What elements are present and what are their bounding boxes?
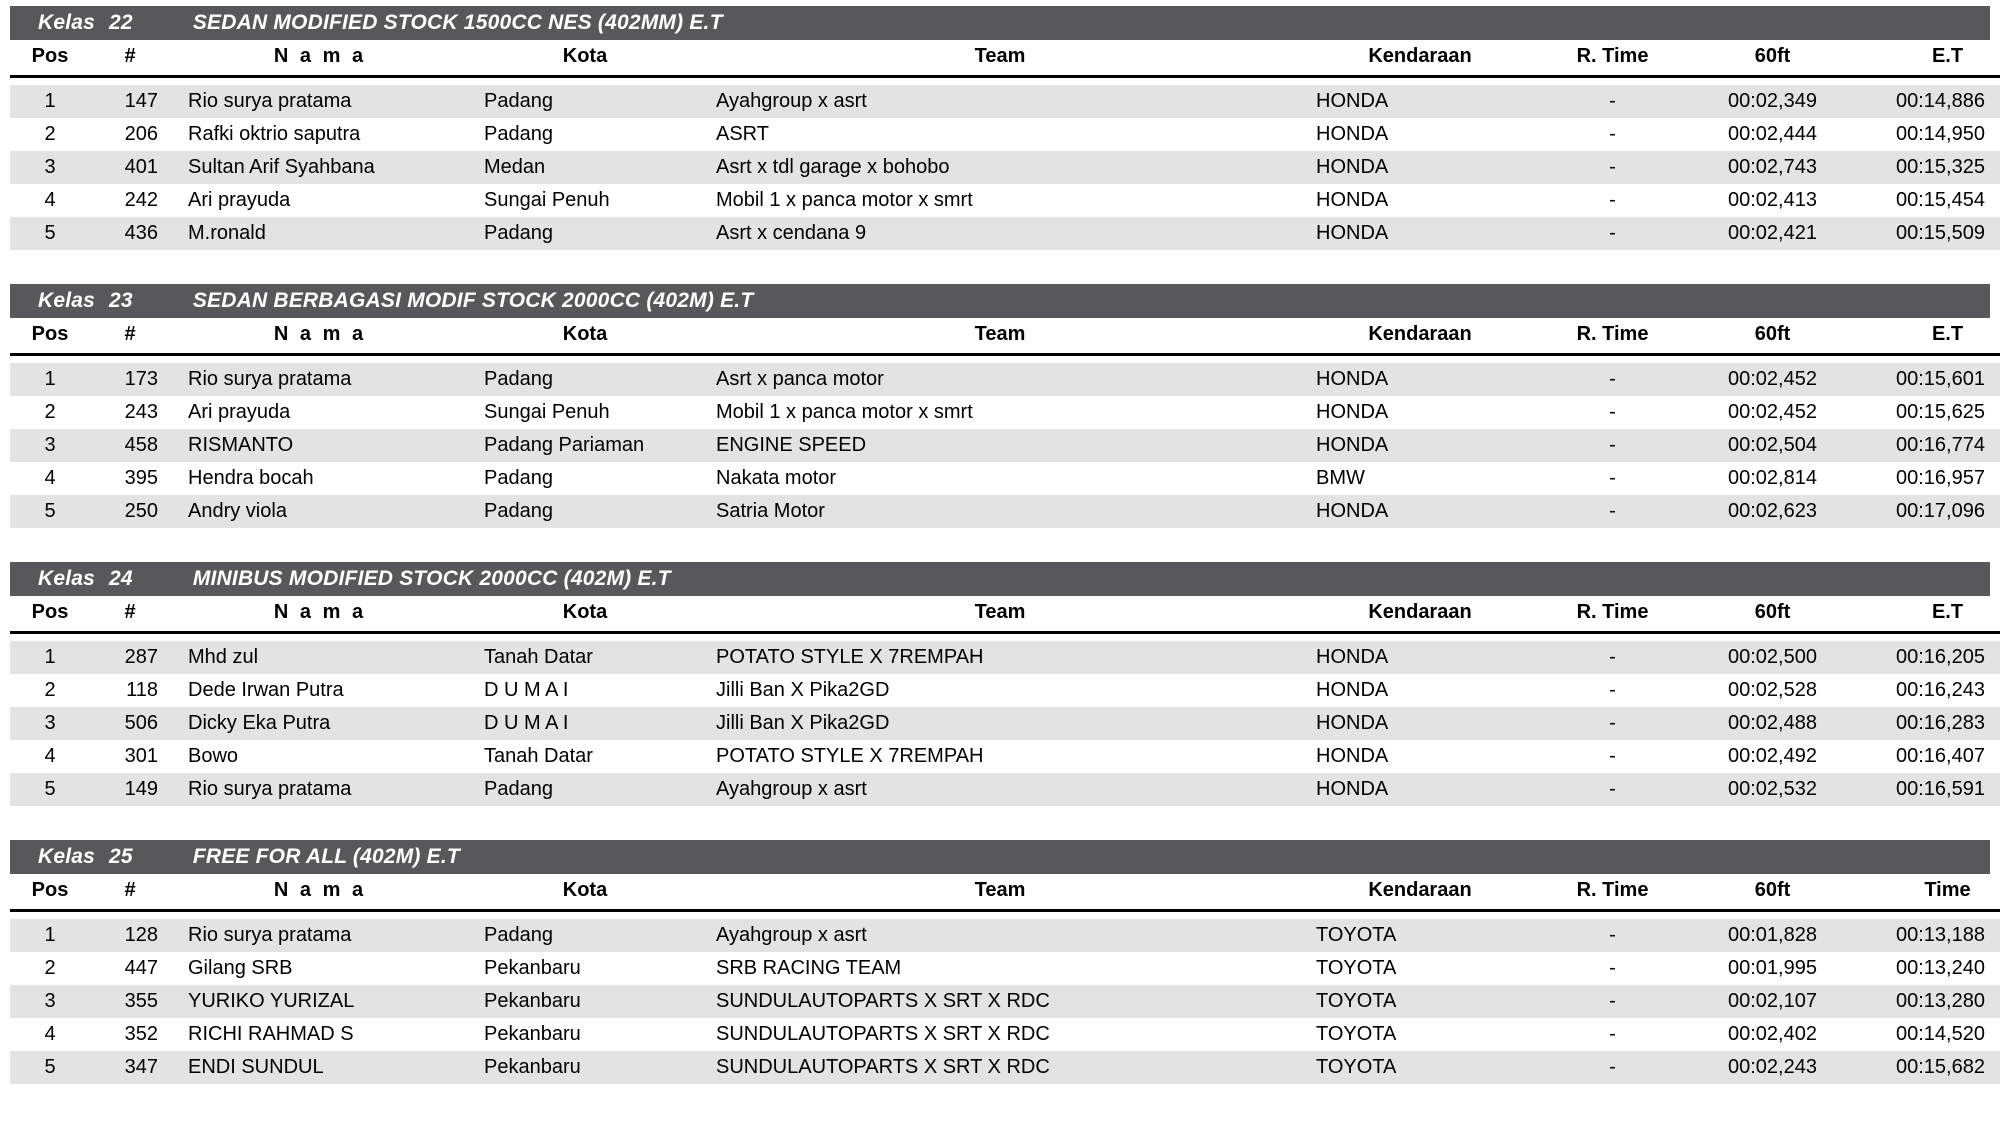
cell-60ft: 00:02,623 [1685,495,1860,528]
cell-rtime: - [1540,495,1685,528]
cell-60ft: 00:02,532 [1685,773,1860,806]
cell-city: Padang [470,363,700,396]
cell-number: 250 [90,495,170,528]
cell-vehicle: HONDA [1300,429,1540,462]
cell-60ft: 00:02,413 [1685,184,1860,217]
class-number: 25 [109,845,133,868]
column-header-number: # [90,40,170,77]
cell-rtime: - [1540,217,1685,250]
cell-city: Pekanbaru [470,1018,700,1051]
cell-number: 458 [90,429,170,462]
cell-pos: 1 [10,919,90,952]
cell-rtime: - [1540,85,1685,118]
cell-vehicle: HONDA [1300,184,1540,217]
table-row [10,495,2000,528]
cell-pos: 1 [10,363,90,396]
cell-name: Sultan Arif Syahbana [170,151,470,184]
cell-60ft: 00:02,421 [1685,217,1860,250]
cell-60ft: 00:02,444 [1685,118,1860,151]
cell-vehicle: TOYOTA [1300,1018,1540,1051]
column-header-city: Kota [470,318,700,355]
cell-pos: 4 [10,184,90,217]
cell-number: 395 [90,462,170,495]
cell-pos: 2 [10,118,90,151]
cell-team: Asrt x tdl garage x bohobo [700,151,1300,184]
table-spacer-cell [10,355,2000,364]
cell-number: 128 [90,919,170,952]
cell-pos: 3 [10,429,90,462]
cell-team: Mobil 1 x panca motor x smrt [700,396,1300,429]
cell-city: Pekanbaru [470,952,700,985]
table-header-row [10,596,2000,633]
column-header-60ft: 60ft [1685,40,1860,77]
cell-rtime: - [1540,985,1685,1018]
column-header-city: Kota [470,874,700,911]
column-header-et: Time [1860,874,2000,911]
cell-vehicle: TOYOTA [1300,952,1540,985]
class-label: Kelas [38,845,96,868]
cell-number: 242 [90,184,170,217]
table-spacer-cell [10,77,2000,86]
cell-name: Ari prayuda [170,396,470,429]
table-row [10,641,2000,674]
class-block [10,840,1990,1084]
cell-60ft: 00:02,107 [1685,985,1860,1018]
cell-vehicle: TOYOTA [1300,1051,1540,1084]
cell-number: 118 [90,674,170,707]
table-row [10,85,2000,118]
cell-city: Sungai Penuh [470,396,700,429]
column-header-rtime: R. Time [1540,874,1685,911]
cell-pos: 2 [10,674,90,707]
cell-number: 147 [90,85,170,118]
cell-60ft: 00:02,488 [1685,707,1860,740]
class-title: FREE FOR ALL (402M) E.T [192,845,460,868]
column-header-vehicle: Kendaraan [1300,874,1540,911]
table-header-row [10,40,2000,77]
column-header-team: Team [700,318,1300,355]
cell-city: Sungai Penuh [470,184,700,217]
cell-rtime: - [1540,462,1685,495]
table-spacer [10,355,2000,364]
column-header-60ft: 60ft [1685,318,1860,355]
cell-name: M.ronald [170,217,470,250]
cell-60ft: 00:02,528 [1685,674,1860,707]
table-spacer [10,911,2000,920]
cell-rtime: - [1540,1018,1685,1051]
table-spacer [10,633,2000,642]
cell-number: 355 [90,985,170,1018]
cell-60ft: 00:01,995 [1685,952,1860,985]
cell-et: 00:15,325 [1860,151,2000,184]
table-spacer-cell [10,911,2000,920]
cell-pos: 1 [10,85,90,118]
class-label: Kelas [38,289,96,312]
cell-vehicle: HONDA [1300,396,1540,429]
cell-city: Pekanbaru [470,985,700,1018]
cell-city: D U M A I [470,707,700,740]
cell-name: Hendra bocah [170,462,470,495]
class-number: 22 [109,11,133,34]
class-title: SEDAN MODIFIED STOCK 1500CC NES (402MM) E.T [192,11,723,34]
column-header-et: E.T [1860,318,2000,355]
column-header-team: Team [700,596,1300,633]
cell-pos: 5 [10,773,90,806]
cell-vehicle: HONDA [1300,495,1540,528]
column-header-rtime: R. Time [1540,318,1685,355]
cell-team: Jilli Ban X Pika2GD [700,707,1300,740]
class-header [10,840,1990,874]
cell-team: POTATO STYLE X 7REMPAH [700,641,1300,674]
results-table [10,40,2000,250]
cell-name: YURIKO YURIZAL [170,985,470,1018]
cell-city: Tanah Datar [470,740,700,773]
cell-pos: 4 [10,740,90,773]
class-block [10,284,1990,528]
cell-rtime: - [1540,118,1685,151]
cell-pos: 5 [10,217,90,250]
class-header [10,6,1990,40]
table-row [10,184,2000,217]
cell-number: 506 [90,707,170,740]
class-block [10,562,1990,806]
cell-vehicle: BMW [1300,462,1540,495]
results-table [10,596,2000,806]
cell-team: SRB RACING TEAM [700,952,1300,985]
cell-et: 00:17,096 [1860,495,2000,528]
cell-vehicle: HONDA [1300,363,1540,396]
cell-et: 00:15,682 [1860,1051,2000,1084]
cell-rtime: - [1540,674,1685,707]
cell-name: Rio surya pratama [170,363,470,396]
results-table [10,318,2000,528]
cell-vehicle: HONDA [1300,118,1540,151]
class-title: SEDAN BERBAGASI MODIF STOCK 2000CC (402M) E.T [192,289,754,312]
cell-team: POTATO STYLE X 7REMPAH [700,740,1300,773]
cell-name: RICHI RAHMAD S [170,1018,470,1051]
cell-city: Padang [470,118,700,151]
column-header-pos: Pos [10,874,90,911]
column-header-pos: Pos [10,40,90,77]
column-header-pos: Pos [10,596,90,633]
cell-city: Tanah Datar [470,641,700,674]
cell-name: Mhd zul [170,641,470,674]
cell-number: 149 [90,773,170,806]
column-header-60ft: 60ft [1685,596,1860,633]
cell-number: 347 [90,1051,170,1084]
class-number: 23 [109,289,133,312]
column-header-number: # [90,318,170,355]
cell-name: Gilang SRB [170,952,470,985]
cell-et: 00:14,886 [1860,85,2000,118]
cell-et: 00:13,240 [1860,952,2000,985]
cell-vehicle: TOYOTA [1300,985,1540,1018]
table-spacer [10,77,2000,86]
cell-vehicle: HONDA [1300,217,1540,250]
cell-name: RISMANTO [170,429,470,462]
cell-et: 00:16,407 [1860,740,2000,773]
cell-name: Rafki oktrio saputra [170,118,470,151]
cell-name: Dede Irwan Putra [170,674,470,707]
cell-pos: 2 [10,952,90,985]
cell-et: 00:13,188 [1860,919,2000,952]
cell-vehicle: HONDA [1300,641,1540,674]
cell-team: Nakata motor [700,462,1300,495]
cell-vehicle: HONDA [1300,773,1540,806]
table-row [10,740,2000,773]
cell-et: 00:16,957 [1860,462,2000,495]
table-row [10,118,2000,151]
cell-number: 243 [90,396,170,429]
cell-vehicle: HONDA [1300,85,1540,118]
column-header-name: N a m a [170,40,470,77]
table-row [10,396,2000,429]
cell-name: Ari prayuda [170,184,470,217]
cell-et: 00:16,774 [1860,429,2000,462]
cell-rtime: - [1540,363,1685,396]
cell-vehicle: HONDA [1300,151,1540,184]
cell-team: Jilli Ban X Pika2GD [700,674,1300,707]
column-header-60ft: 60ft [1685,874,1860,911]
cell-name: Rio surya pratama [170,85,470,118]
cell-city: Padang [470,773,700,806]
table-row [10,919,2000,952]
cell-pos: 5 [10,495,90,528]
cell-pos: 1 [10,641,90,674]
table-row [10,773,2000,806]
cell-et: 00:15,454 [1860,184,2000,217]
cell-et: 00:13,280 [1860,985,2000,1018]
cell-name: Andry viola [170,495,470,528]
table-row [10,1051,2000,1084]
table-row [10,674,2000,707]
cell-pos: 3 [10,985,90,1018]
table-row [10,462,2000,495]
cell-name: ENDI SUNDUL [170,1051,470,1084]
cell-number: 173 [90,363,170,396]
cell-number: 436 [90,217,170,250]
cell-rtime: - [1540,1051,1685,1084]
cell-et: 00:15,601 [1860,363,2000,396]
cell-60ft: 00:02,452 [1685,396,1860,429]
cell-number: 401 [90,151,170,184]
cell-60ft: 00:02,743 [1685,151,1860,184]
column-header-rtime: R. Time [1540,40,1685,77]
column-header-team: Team [700,874,1300,911]
table-row [10,429,2000,462]
cell-vehicle: HONDA [1300,707,1540,740]
cell-city: Padang [470,85,700,118]
table-row [10,707,2000,740]
column-header-rtime: R. Time [1540,596,1685,633]
cell-rtime: - [1540,151,1685,184]
cell-et: 00:15,625 [1860,396,2000,429]
cell-60ft: 00:02,814 [1685,462,1860,495]
cell-city: Padang [470,495,700,528]
cell-et: 00:16,591 [1860,773,2000,806]
cell-team: Mobil 1 x panca motor x smrt [700,184,1300,217]
column-header-vehicle: Kendaraan [1300,40,1540,77]
cell-rtime: - [1540,919,1685,952]
cell-pos: 4 [10,1018,90,1051]
cell-city: Medan [470,151,700,184]
table-row [10,952,2000,985]
cell-et: 00:16,283 [1860,707,2000,740]
table-row [10,151,2000,184]
table-header-row [10,318,2000,355]
cell-team: SUNDULAUTOPARTS X SRT X RDC [700,985,1300,1018]
cell-pos: 5 [10,1051,90,1084]
column-header-team: Team [700,40,1300,77]
cell-rtime: - [1540,773,1685,806]
cell-et: 00:15,509 [1860,217,2000,250]
table-row [10,1018,2000,1051]
class-label: Kelas [38,567,96,590]
cell-60ft: 00:02,402 [1685,1018,1860,1051]
column-header-city: Kota [470,596,700,633]
cell-60ft: 00:02,452 [1685,363,1860,396]
cell-name: Rio surya pratama [170,773,470,806]
cell-number: 287 [90,641,170,674]
column-header-number: # [90,874,170,911]
table-header-row [10,874,2000,911]
cell-vehicle: TOYOTA [1300,919,1540,952]
cell-name: Dicky Eka Putra [170,707,470,740]
table-spacer-cell [10,633,2000,642]
cell-pos: 3 [10,151,90,184]
cell-60ft: 00:02,243 [1685,1051,1860,1084]
column-header-vehicle: Kendaraan [1300,596,1540,633]
cell-vehicle: HONDA [1300,740,1540,773]
cell-team: Ayahgroup x asrt [700,773,1300,806]
class-number: 24 [109,567,133,590]
results-table [10,874,2000,1084]
cell-60ft: 00:02,504 [1685,429,1860,462]
table-row [10,363,2000,396]
class-block [10,6,1990,250]
cell-60ft: 00:01,828 [1685,919,1860,952]
cell-team: SUNDULAUTOPARTS X SRT X RDC [700,1018,1300,1051]
cell-number: 301 [90,740,170,773]
cell-60ft: 00:02,349 [1685,85,1860,118]
cell-et: 00:16,205 [1860,641,2000,674]
table-row [10,217,2000,250]
column-header-name: N a m a [170,318,470,355]
column-header-et: E.T [1860,40,2000,77]
cell-pos: 4 [10,462,90,495]
cell-number: 352 [90,1018,170,1051]
cell-rtime: - [1540,429,1685,462]
class-title: MINIBUS MODIFIED STOCK 2000CC (402M) E.T [192,567,671,590]
cell-et: 00:16,243 [1860,674,2000,707]
cell-number: 447 [90,952,170,985]
cell-team: Ayahgroup x asrt [700,919,1300,952]
class-header [10,284,1990,318]
column-header-et: E.T [1860,596,2000,633]
column-header-city: Kota [470,40,700,77]
cell-city: Padang [470,462,700,495]
cell-rtime: - [1540,740,1685,773]
cell-pos: 3 [10,707,90,740]
column-header-pos: Pos [10,318,90,355]
cell-number: 206 [90,118,170,151]
cell-name: Rio surya pratama [170,919,470,952]
cell-team: Ayahgroup x asrt [700,85,1300,118]
cell-team: ENGINE SPEED [700,429,1300,462]
cell-city: D U M A I [470,674,700,707]
cell-team: Satria Motor [700,495,1300,528]
cell-rtime: - [1540,952,1685,985]
class-header [10,562,1990,596]
column-header-number: # [90,596,170,633]
cell-city: Padang Pariaman [470,429,700,462]
cell-60ft: 00:02,500 [1685,641,1860,674]
cell-rtime: - [1540,184,1685,217]
column-header-name: N a m a [170,874,470,911]
cell-name: Bowo [170,740,470,773]
cell-et: 00:14,520 [1860,1018,2000,1051]
cell-60ft: 00:02,492 [1685,740,1860,773]
class-label: Kelas [38,11,96,34]
table-row [10,985,2000,1018]
cell-city: Pekanbaru [470,1051,700,1084]
cell-rtime: - [1540,707,1685,740]
cell-pos: 2 [10,396,90,429]
cell-vehicle: HONDA [1300,674,1540,707]
cell-rtime: - [1540,641,1685,674]
column-header-name: N a m a [170,596,470,633]
cell-team: ASRT [700,118,1300,151]
cell-rtime: - [1540,396,1685,429]
cell-team: Asrt x cendana 9 [700,217,1300,250]
cell-team: Asrt x panca motor [700,363,1300,396]
cell-et: 00:14,950 [1860,118,2000,151]
column-header-vehicle: Kendaraan [1300,318,1540,355]
cell-city: Padang [470,217,700,250]
cell-city: Padang [470,919,700,952]
cell-team: SUNDULAUTOPARTS X SRT X RDC [700,1051,1300,1084]
